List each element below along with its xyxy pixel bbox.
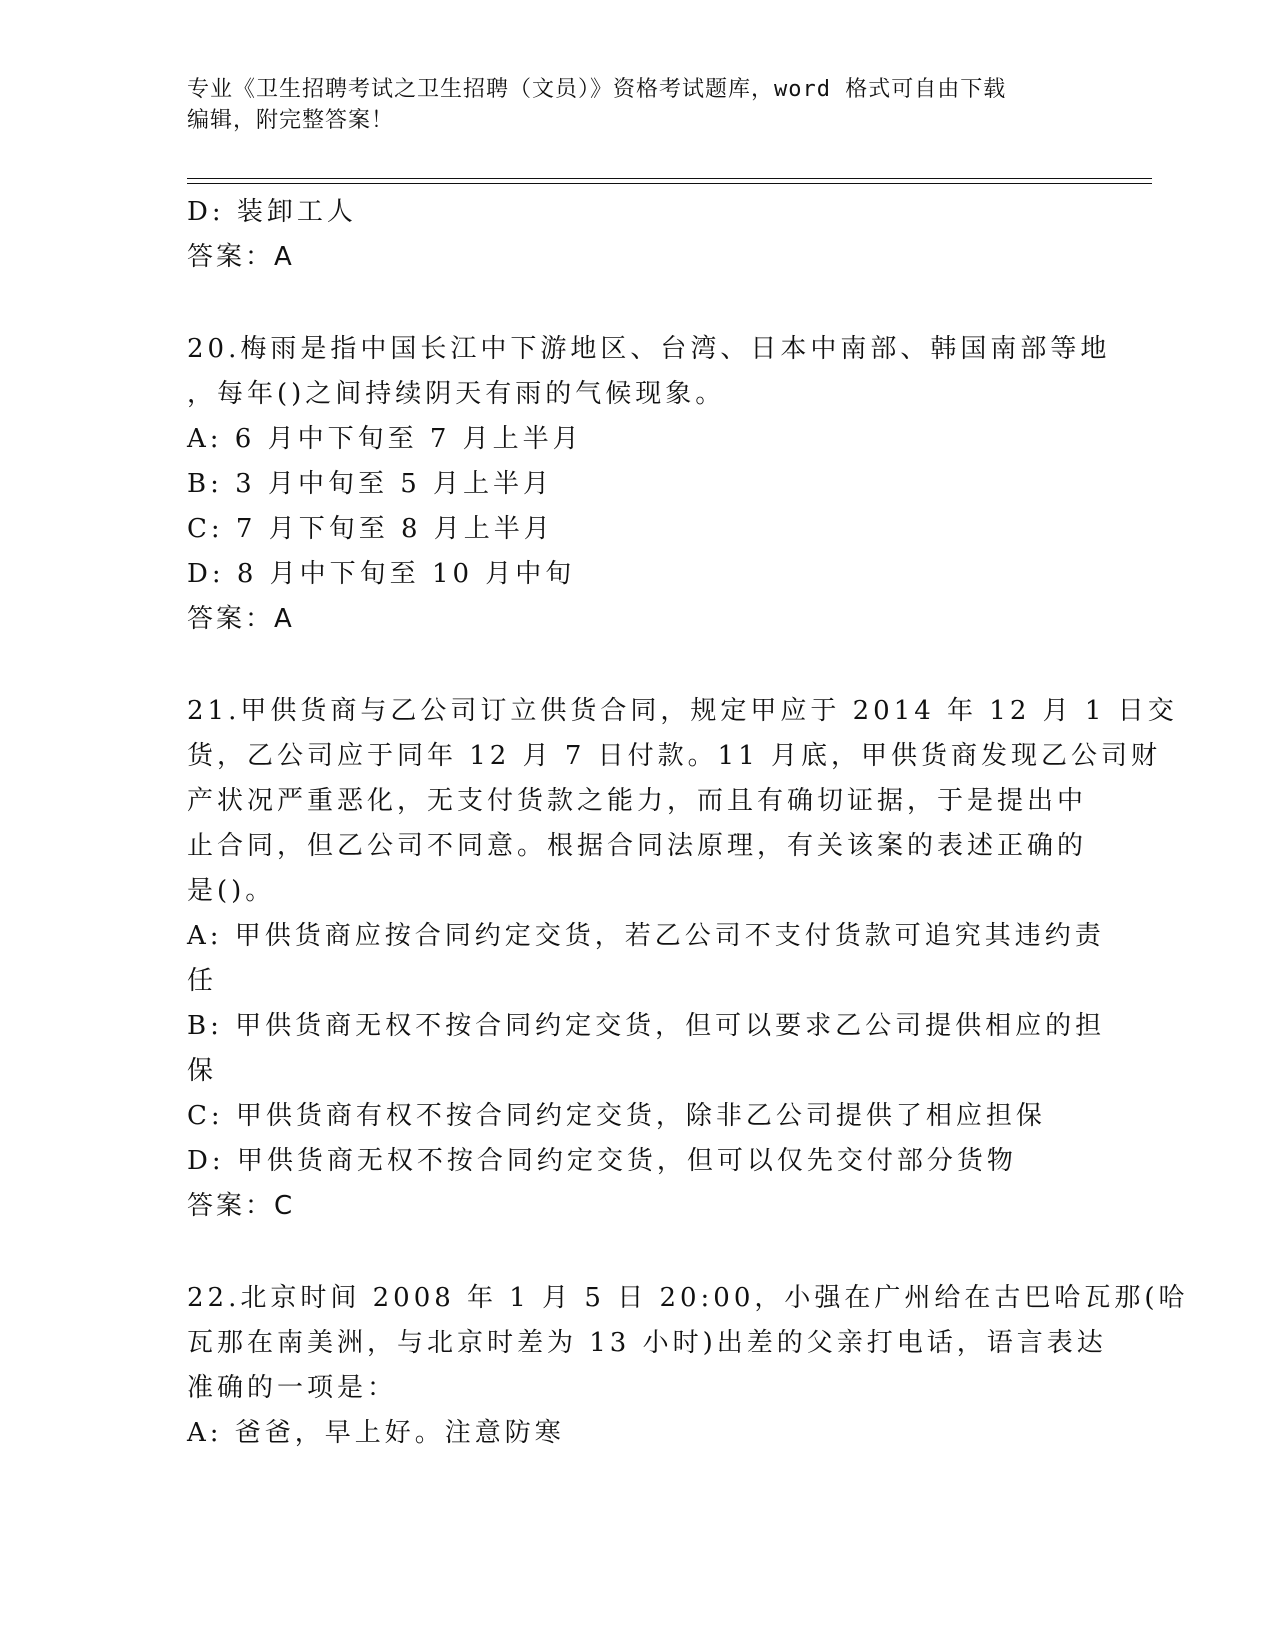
header-divider-bottom xyxy=(187,183,1152,184)
question-stem-line: 瓦那在南美洲，与北京时差为 13 小时)出差的父亲打电话，语言表达 xyxy=(187,1328,1107,1358)
question-stem-line: 是()。 xyxy=(187,876,276,906)
answer: 答案：A xyxy=(187,242,295,272)
question-stem-line: 止合同，但乙公司不同意。根据合同法原理，有关该案的表述正确的 xyxy=(187,831,1088,861)
question-stem-line: ，每年()之间持续阴天有雨的气候现象。 xyxy=(187,379,726,409)
option-a: A: 爸爸，早上好。注意防寒 xyxy=(187,1418,565,1448)
question-22 xyxy=(187,1276,1189,1456)
answer: 答案：A xyxy=(187,604,295,634)
question-stem-line: 货，乙公司应于同年 12 月 7 日付款。11 月底，甲供货商发现乙公司财 xyxy=(187,741,1162,771)
page-header xyxy=(187,74,1087,136)
question-stem-line: 21.甲供货商与乙公司订立供货合同，规定甲应于 2014 年 12 月 1 日交 xyxy=(187,696,1178,726)
question-stem-line: 准确的一项是： xyxy=(187,1373,398,1403)
question-stem-line: 20.梅雨是指中国长江中下游地区、台湾、日本中南部、韩国南部等地 xyxy=(187,334,1111,364)
question-21 xyxy=(187,689,1178,1229)
question-stem-line: 产状况严重恶化，无支付货款之能力，而且有确切证据，于是提出中 xyxy=(187,786,1088,816)
option-c: C: 甲供货商有权不按合同约定交货，除非乙公司提供了相应担保 xyxy=(187,1101,1046,1131)
option-b: B: 甲供货商无权不按合同约定交货，但可以要求乙公司提供相应的担 xyxy=(187,1011,1106,1041)
answer: 答案：C xyxy=(187,1191,296,1221)
option-d: D: 8 月中下旬至 10 月中旬 xyxy=(187,559,576,589)
option-c: C: 7 月下旬至 8 月上半月 xyxy=(187,514,554,544)
option-d: D: 甲供货商无权不按合同约定交货，但可以仅先交付部分货物 xyxy=(187,1146,1017,1176)
question-body xyxy=(187,190,1189,1456)
option-a: A: 6 月中下旬至 7 月上半月 xyxy=(187,424,583,454)
header-line-1: 专业《卫生招聘考试之卫生招聘（文员）》资格考试题库，word 格式可自由下载 xyxy=(187,77,1007,102)
header-divider-top xyxy=(187,178,1152,179)
option-b: B: 3 月中旬至 5 月上半月 xyxy=(187,469,554,499)
option-a-continued: 任 xyxy=(187,966,218,996)
header-line-2: 编辑，附完整答案！ xyxy=(187,108,395,133)
option-d: D: 装卸工人 xyxy=(187,197,357,227)
question-20 xyxy=(187,327,1111,642)
question-stem-line: 22.北京时间 2008 年 1 月 5 日 20:00，小强在广州给在古巴哈瓦那(哈 xyxy=(187,1283,1189,1313)
option-a: A: 甲供货商应按合同约定交货，若乙公司不支付货款可追究其违约责 xyxy=(187,921,1105,951)
option-b-continued: 保 xyxy=(187,1056,218,1086)
